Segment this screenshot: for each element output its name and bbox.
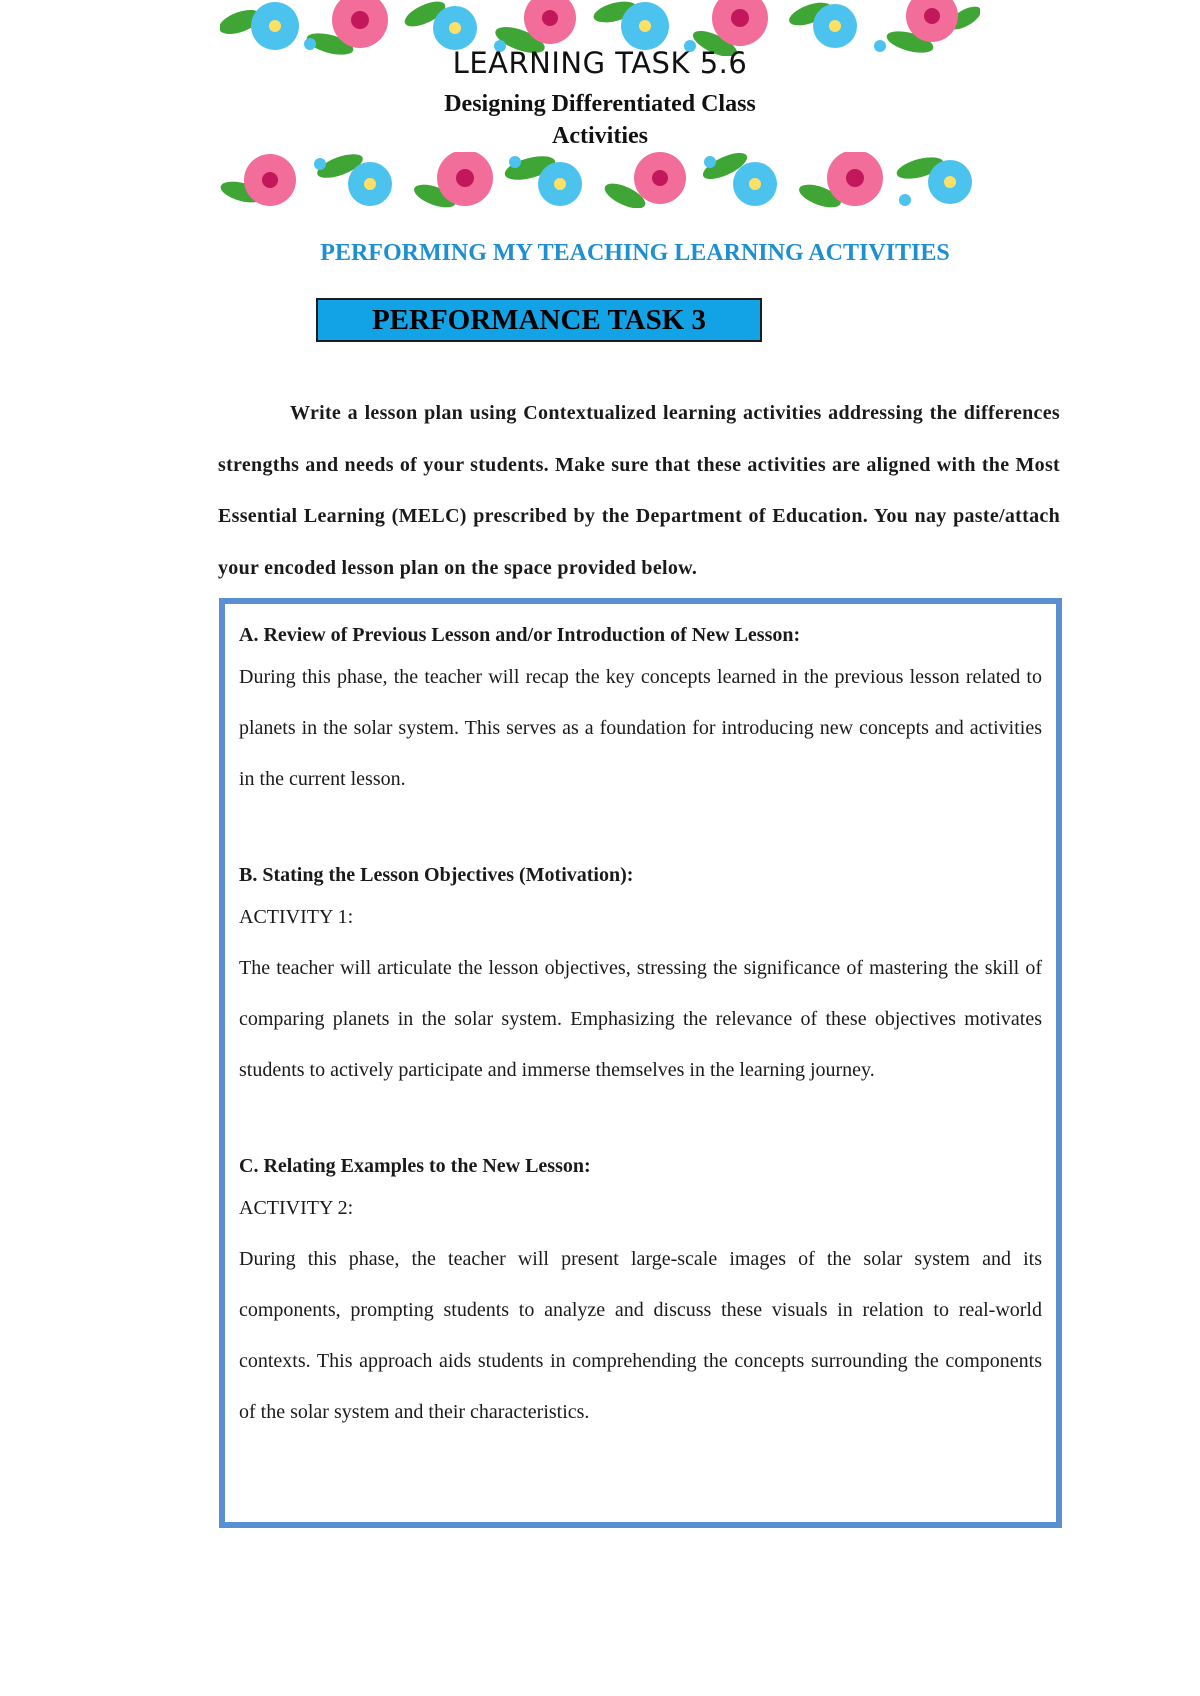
page-title: LEARNING TASK 5.6 xyxy=(452,46,748,80)
instructions-paragraph: Write a lesson plan using Contextualized learning activities addressing the differences strengths and needs of your students. Make sure that these activities are aligned with the Most Essential Learning (MELC) prescribed by the Department of Education. You nay paste/attach your encoded lesson plan on the space provided below. xyxy=(218,402,1060,579)
lesson-plan-box xyxy=(219,598,1062,1528)
section-a-title: A. Review of Previous Lesson and/or Introduction of New Lesson: xyxy=(239,624,801,646)
lesson-section-a xyxy=(239,610,1042,805)
flower-border-bottom xyxy=(220,152,980,208)
section-a-body: During this phase, the teacher will recap the key concepts learned in the previous lesson related to planets in the solar system. This serves as a foundation for introducing new concepts and activities in the current lesson. xyxy=(239,666,1042,790)
section-b-activity: ACTIVITY 1: xyxy=(239,906,354,928)
lesson-section-c xyxy=(239,1141,1042,1438)
performance-task-text: PERFORMANCE TASK 3 xyxy=(371,303,707,336)
section-c-body: During this phase, the teacher will present large-scale images of the solar system and its components, prompting students to analyze and discuss these visuals in relation to real-world contexts. This approach aids students in comprehending the concepts surrounding the components of the solar system and their characteristics. xyxy=(239,1248,1042,1423)
section-heading: PERFORMING MY TEACHING LEARNING ACTIVITIES xyxy=(320,240,950,266)
section-b-body: The teacher will articulate the lesson objectives, stressing the significance of mastering the skill of comparing planets in the solar system. Emphasizing the relevance of these objectives motivates students to actively participate and immerse themselves in the learning journey. xyxy=(239,957,1042,1081)
section-c-activity: ACTIVITY 2: xyxy=(239,1197,354,1219)
header-banner xyxy=(220,0,980,210)
performance-task-label xyxy=(316,298,762,342)
section-c-title: C. Relating Examples to the New Lesson: xyxy=(239,1155,591,1177)
page-subtitle: Designing Differentiated Class Activities xyxy=(444,91,756,149)
lesson-section-b xyxy=(239,850,1042,1096)
section-b-title: B. Stating the Lesson Objectives (Motivation): xyxy=(239,864,634,886)
